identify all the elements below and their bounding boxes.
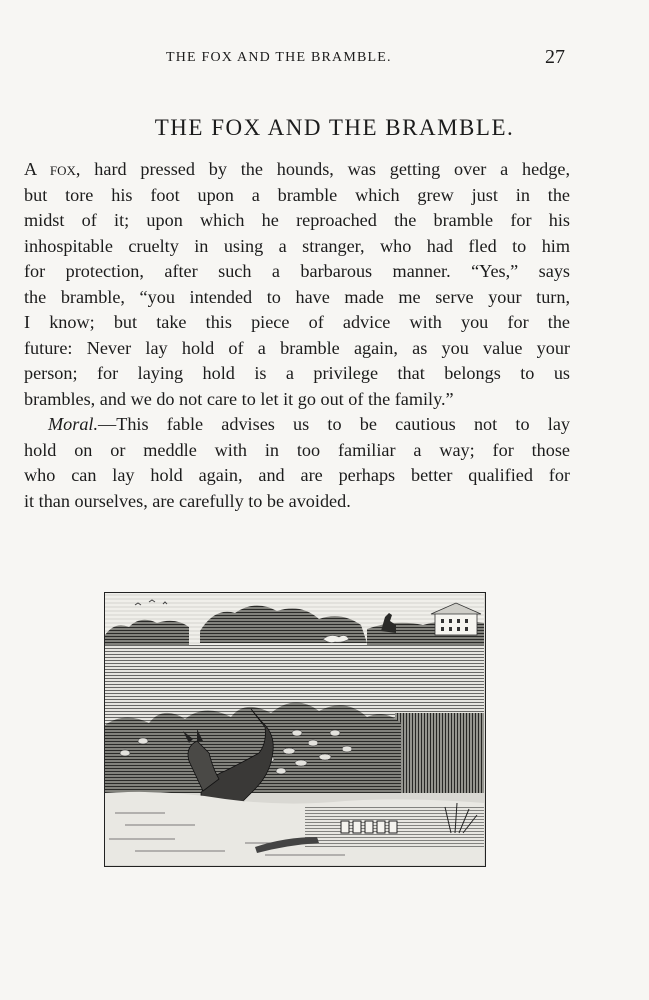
text-line: brambles, and we do not care to let it go out of the family.” [24,388,454,409]
text-line: Moral.—This fable advises us to be cautious not to lay [48,414,570,434]
text-line: I know; but take this piece of advice with you for the [24,312,570,332]
fox-bramble-illustration [104,592,486,867]
opening-words: A fox, [24,159,81,179]
fable-title: THE FOX AND THE BRAMBLE. [154,115,515,140]
text-line: midst of it; upon which he reproached the bramble for his [24,210,570,230]
text-line: future: Never lay hold of a bramble again, as you value your [24,337,570,358]
moral-paragraph [24,412,570,514]
fable-paragraph [24,157,570,412]
text-line: but tore his foot upon a bramble which grew just in the [24,184,570,205]
text-line: the bramble, “you intended to have made me serve your turn, [24,286,570,307]
fable-body [24,157,570,514]
text-line: hold on or meddle with in too familiar a way; for those [24,439,570,460]
running-head [0,48,649,72]
moral-label: Moral. [48,414,99,434]
engraving-svg [105,593,484,865]
text-line: A fox, hard pressed by the hounds, was getting over a hedge, [24,159,570,179]
fence-posts [341,821,397,833]
text-line: who can lay hold again, and are perhaps better qualified for [24,465,570,485]
text-line: it than ourselves, are carefully to be avoided. [24,490,351,511]
reeds [395,713,484,793]
running-title: THE FOX AND THE BRAMBLE. [166,50,392,65]
text-line: person; for laying hold is a privilege that belongs to us [24,363,570,383]
text-line: inhospitable cruelty in using a stranger, who had fled to him [24,235,570,256]
page-number: 27 [545,46,565,68]
text-line: for protection, after such a barbarous manner. “Yes,” says [24,261,570,281]
